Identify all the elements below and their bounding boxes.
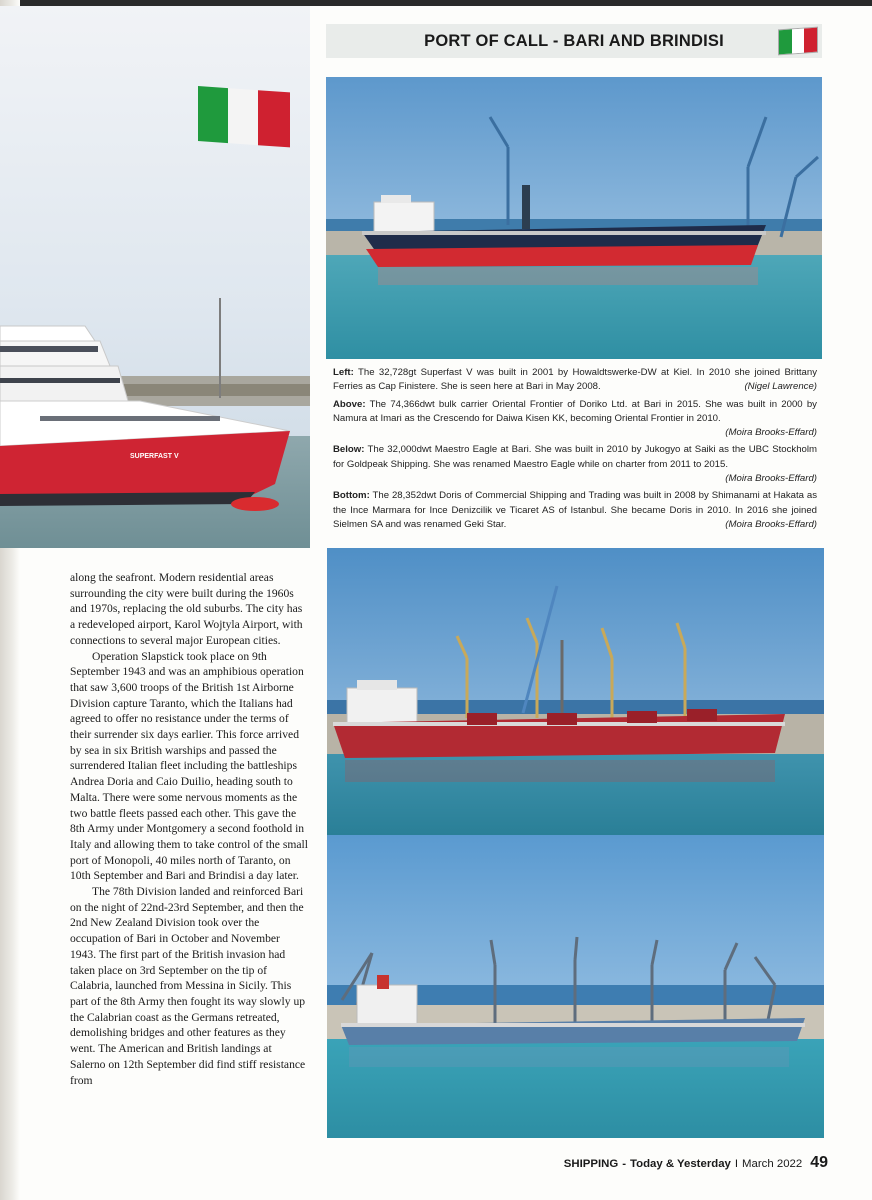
caption-label: Above: (333, 398, 366, 410)
page-footer (562, 1154, 828, 1176)
section-title: PORT OF CALL - BARI AND BRINDISI (424, 31, 724, 50)
body-paragraph: The 78th Division landed and reinforced Bari on the night of 22nd-23rd September, and then the 2nd New Zealand Division took over the occupation of Bari in October and November 1943. The first part of the British invasion had taken place on 3rd September on the tip of Calabria, launched from Messina in Sicily. This part of the 8th Army then fought its way slowly up the Calabrian coast as the Germans retreated, demolishing bridges and other features as they went. The American and British landings at Salerno on 12th September did find stiff resistance from (70, 885, 306, 1087)
photo-oriental-frontier (326, 77, 822, 359)
ship-name-superfast: SUPERFAST V (130, 453, 179, 460)
caption-below (333, 443, 817, 486)
photo-credit: (Moira Brooks-Effard) (725, 427, 817, 439)
caption-label: Bottom: (333, 490, 370, 502)
footer-publication: SHIPPING (563, 1158, 619, 1170)
article-body (70, 570, 308, 1088)
section-header (326, 24, 822, 58)
photo-captions (333, 366, 817, 535)
flag-stripe-white (792, 29, 805, 54)
photo-maestro-eagle (327, 548, 824, 835)
italian-flag-icon (198, 86, 290, 147)
footer-dash: - (622, 1158, 626, 1170)
flag-stripe-red (804, 28, 817, 53)
photo-credit: (Moira Brooks-Effard) (725, 473, 817, 485)
body-paragraph: along the seafront. Modern residential areas surrounding the city were built during the 1960s and 1970s, replacing the old suburbs. The city has a redeveloped airport, Karol Wojtyla Airport, with connections to several major European cities. (70, 571, 303, 647)
photo-credit: (Nigel Lawrence) (744, 381, 817, 393)
page-number: 49 (810, 1154, 828, 1171)
caption-above (333, 398, 817, 441)
header-flag-icon (778, 27, 818, 56)
footer-subtitle: Today & Yesterday (630, 1158, 731, 1170)
caption-text: The 74,366dwt bulk carrier Oriental Frontier of Doriko Ltd. at Bari in 2015. She was built in 2000 by Namura at Imari as the Crescendo for Daiwa Kisen KK, becoming Oriental Frontier in 2010. (333, 398, 817, 424)
footer-date: March 2022 (742, 1158, 803, 1170)
body-paragraph: Operation Slapstick took place on 9th September 1943 and was an amphibious operation that saw 3,600 troops of the British 1st Airborne Division capture Taranto, which the Italians had agreed to offer no resistance under the terms of their surrender six days earlier. This force arrived by sea in six British warships and passed the surrendered Italian fleet including the battleships Andrea Doria and Caio Duilio, heading south to Malta. There were some nervous moments as the two battle fleets passed each other. This gave the 8th Army under Montgomery a second foothold in Italy and allowing them to take control of the small port of Monopoli, 40 miles north of Taranto, on 10th September and Bari and Brindisi a day later. (70, 649, 308, 883)
caption-text: The 28,352dwt Doris of Commercial Shipping and Trading was built in 2008 by Shimanami at Hakata as the Ince Marmara for Ince Denizcilik ve Ticaret AS of Istanbul. She became Doris in 2010. In 2016 she joined Sielmen SA and was renamed Geki Star. (333, 490, 817, 530)
photo-doris (327, 835, 824, 1138)
flag-stripe-green (779, 29, 792, 54)
caption-bottom (333, 489, 817, 532)
caption-left (333, 366, 817, 395)
caption-label: Left: (333, 367, 354, 378)
footer-separator: I (734, 1158, 739, 1170)
caption-label: Below: (333, 444, 365, 456)
photo-credit: (Moira Brooks-Effard) (725, 518, 817, 530)
photo-superfast-v (0, 6, 310, 548)
caption-text: The 32,728gt Superfast V was built in 2001 by Howaldtswerke-DW at Kiel. In 2010 she joined Brittany Ferries as Cap Finistere. She is seen here at Bari in May 2008. (333, 367, 817, 393)
caption-text: The 32,000dwt Maestro Eagle at Bari. She was built in 2010 by Jukogyo at Saiki as the UBC Stockholm for Goldpeak Shipping. She was renamed Maestro Eagle while on charter from 2011 to 2015. (333, 444, 817, 470)
